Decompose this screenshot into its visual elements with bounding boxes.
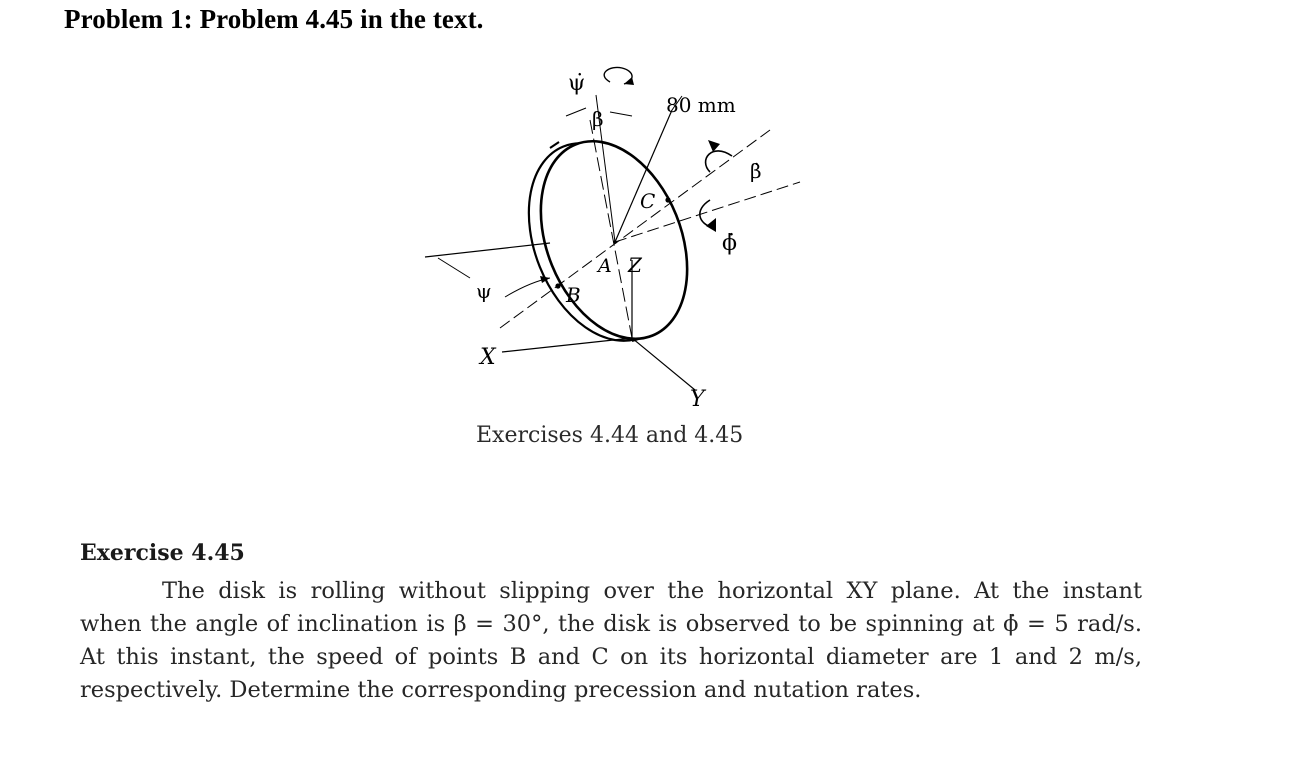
point-b-dot bbox=[555, 283, 560, 288]
beta-top-label: β bbox=[592, 107, 604, 131]
exercise-line: At this instant, the speed of points B and C on its horizontal diameter are 1 and 2 m/s, bbox=[80, 644, 1142, 670]
axis-y-label: Y bbox=[690, 387, 705, 412]
beta-dot-label: β̇ bbox=[750, 159, 762, 183]
disk-face bbox=[513, 119, 714, 360]
disk-figure bbox=[410, 60, 830, 460]
ground-reference-line bbox=[425, 243, 550, 257]
beta-angle-mark-right bbox=[610, 112, 632, 116]
point-c-dot bbox=[665, 197, 670, 202]
psi-dot-label: ψ̇ bbox=[568, 71, 586, 96]
point-a-label: A bbox=[598, 255, 612, 277]
beta-dot-arrow bbox=[706, 151, 732, 172]
figure-caption: Exercises 4.44 and 4.45 bbox=[476, 423, 744, 448]
y-axis-line bbox=[632, 338, 695, 390]
x-axis-line bbox=[502, 338, 632, 352]
disk-rim-edge bbox=[550, 142, 559, 148]
axis-x-label: X bbox=[480, 345, 496, 370]
dimension-label: 80 mm bbox=[666, 93, 736, 117]
exercise-line: The disk is rolling without slipping over the horizontal XY plane. At the instant bbox=[162, 578, 1142, 604]
phi-dot-arrowhead bbox=[706, 218, 716, 232]
beta-angle-mark-left bbox=[566, 108, 586, 116]
exercise-line: when the angle of inclination is β = 30°, the disk is observed to be spinning at ϕ̇ = 5 rad/s. bbox=[80, 611, 1142, 637]
axis-z-label: Z bbox=[628, 253, 642, 277]
exercise-line: respectively. Determine the corresponding precession and nutation rates. bbox=[80, 677, 922, 703]
point-b-label: B bbox=[566, 283, 581, 307]
point-a-dot bbox=[613, 240, 617, 244]
exercise-body bbox=[80, 575, 1142, 707]
disk-diagram bbox=[410, 60, 830, 460]
exercise-heading: Exercise 4.45 bbox=[80, 540, 245, 566]
phi-dot-label: ϕ̇ bbox=[722, 231, 737, 256]
point-c-label: C bbox=[640, 189, 656, 213]
page-title: Problem 1: Problem 4.45 in the text. bbox=[64, 4, 484, 34]
ground-reference-drop bbox=[438, 258, 470, 278]
psi-label: ψ bbox=[476, 279, 492, 303]
